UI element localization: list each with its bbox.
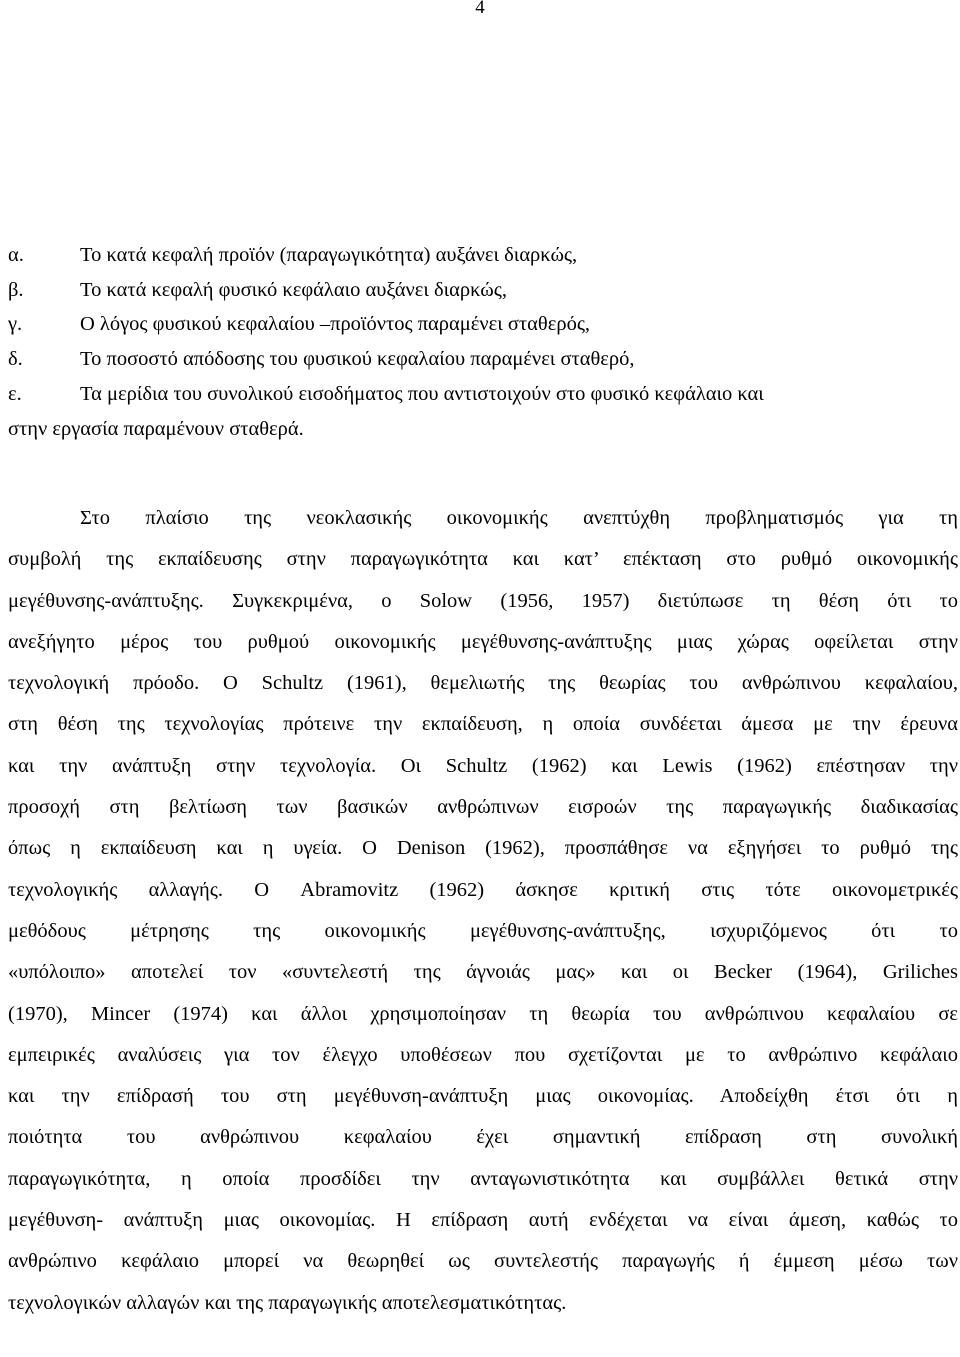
list-marker: β. <box>8 278 24 301</box>
paragraph-line: μεγέθυνσης-ανάπτυξης. Συγκεκριμένα, ο Solow (1956, 1957) διετύπωσε τη θέση ότι το <box>8 589 958 612</box>
list-item <box>8 342 960 377</box>
paragraph-line: στη θέση της τεχνολογίας πρότεινε την εκπαίδευση, η οποία συνδέεται άμεσα με την έρευνα <box>8 713 958 736</box>
list-item-text: Το κατά κεφαλή προϊόν (παραγωγικότητα) αυξάνει διαρκώς, <box>80 244 578 266</box>
paragraph-line: τεχνολογικής αλλαγής. Ο Abramovitz (1962) άσκησε κριτική στις τότε οικονομετρικές <box>8 878 958 901</box>
list-item-text: Το κατά κεφαλή φυσικό κεφάλαιο αυξάνει διαρκώς, <box>80 278 508 301</box>
list-item-continuation: στην εργασία παραμένουν σταθερά. <box>8 417 304 440</box>
paragraph-line: εμπειρικές αναλύσεις για τον έλεγχο υποθέσεων που σχετίζονται με το ανθρώπινο κεφάλαιο <box>8 1043 958 1066</box>
paragraph-line: και την ανάπτυξη στην τεχνολογία. Οι Schultz (1962) και Lewis (1962) επέστησαν την <box>8 754 958 777</box>
paragraph-line: προσοχή στη βελτίωση των βασικών ανθρώπινων εισροών της παραγωγικής διαδικασίας <box>8 796 958 819</box>
paragraph-line: ποιότητα του ανθρώπινου κεφαλαίου έχει σημαντική επίδραση στη συνολική <box>8 1126 958 1149</box>
list-marker: δ. <box>8 348 23 371</box>
paragraph-line: ανεξήγητο μέρος του ρυθμού οικονομικής μεγέθυνσης-ανάπτυξης μιας χώρας οφείλεται στην <box>8 630 958 653</box>
body-paragraph <box>8 498 958 1324</box>
paragraph-line: και την επίδρασή του στη μεγέθυνση-ανάπτυξη μιας οικονομίας. Αποδείχθη έτσι ότι η <box>8 1085 958 1108</box>
list-marker: ε. <box>8 382 22 405</box>
list-item <box>8 377 960 412</box>
paragraph-line: (1970), Mincer (1974) και άλλοι χρησιμοποίησαν τη θεωρία του ανθρώπινου κεφαλαίου σε <box>8 1002 958 1025</box>
list-item <box>8 307 960 342</box>
paragraph-line: τεχνολογικών αλλαγών και της παραγωγικής αποτελεσματικότητας. <box>8 1291 567 1314</box>
enumerated-list <box>8 238 960 446</box>
list-marker: α. <box>8 244 24 266</box>
paragraph-line: τεχνολογική πρόοδο. Ο Schultz (1961), θεμελιωτής της θεωρίας του ανθρώπινου κεφαλαίου, <box>8 672 958 695</box>
paragraph-line: μεγέθυνση- ανάπτυξη μιας οικονομίας. Η επίδραση αυτή ενδέχεται να είναι άμεση, καθώς το <box>8 1209 958 1232</box>
paragraph-line: Στο πλαίσιο της νεοκλασικής οικονομικής ανεπτύχθη προβληματισμός για τη <box>80 507 958 529</box>
paragraph-line: ανθρώπινο κεφάλαιο μπορεί να θεωρηθεί ως συντελεστής παραγωγής ή έμμεση μέσω των <box>8 1250 958 1273</box>
page-number: 4 <box>475 0 485 18</box>
paragraph-line: συμβολή της εκπαίδευσης στην παραγωγικότητα και κατ’ επέκταση στο ρυθμό οικονομικής <box>8 548 958 571</box>
list-item-text: Ο λόγος φυσικού κεφαλαίου –προϊόντος παραμένει σταθερός, <box>80 313 591 336</box>
list-item-text: Το ποσοστό απόδοσης του φυσικού κεφαλαίου παραμένει σταθερό, <box>80 348 635 371</box>
list-item <box>8 238 960 273</box>
paragraph-line: μεθόδους μέτρησης της οικονομικής μεγέθυνσης-ανάπτυξης, ισχυριζόμενος ότι το <box>8 919 958 942</box>
paragraph-line: παραγωγικότητα, η οποία προσδίδει την ανταγωνιστικότητα και συμβάλλει θετικά στην <box>8 1167 958 1190</box>
list-item-text: Τα μερίδια του συνολικού εισοδήματος που αντιστοιχούν στο φυσικό κεφάλαιο και <box>80 382 764 405</box>
paragraph-line: «υπόλοιπο» αποτελεί τον «συντελεστή της άγνοιάς μας» και οι Becker (1964), Griliches <box>8 961 958 984</box>
list-item <box>8 273 960 308</box>
paragraph-line: όπως η εκπαίδευση και η υγεία. Ο Denison (1962), προσπάθησε να εξηγήσει το ρυθμό της <box>8 837 958 860</box>
list-marker: γ. <box>8 313 23 336</box>
